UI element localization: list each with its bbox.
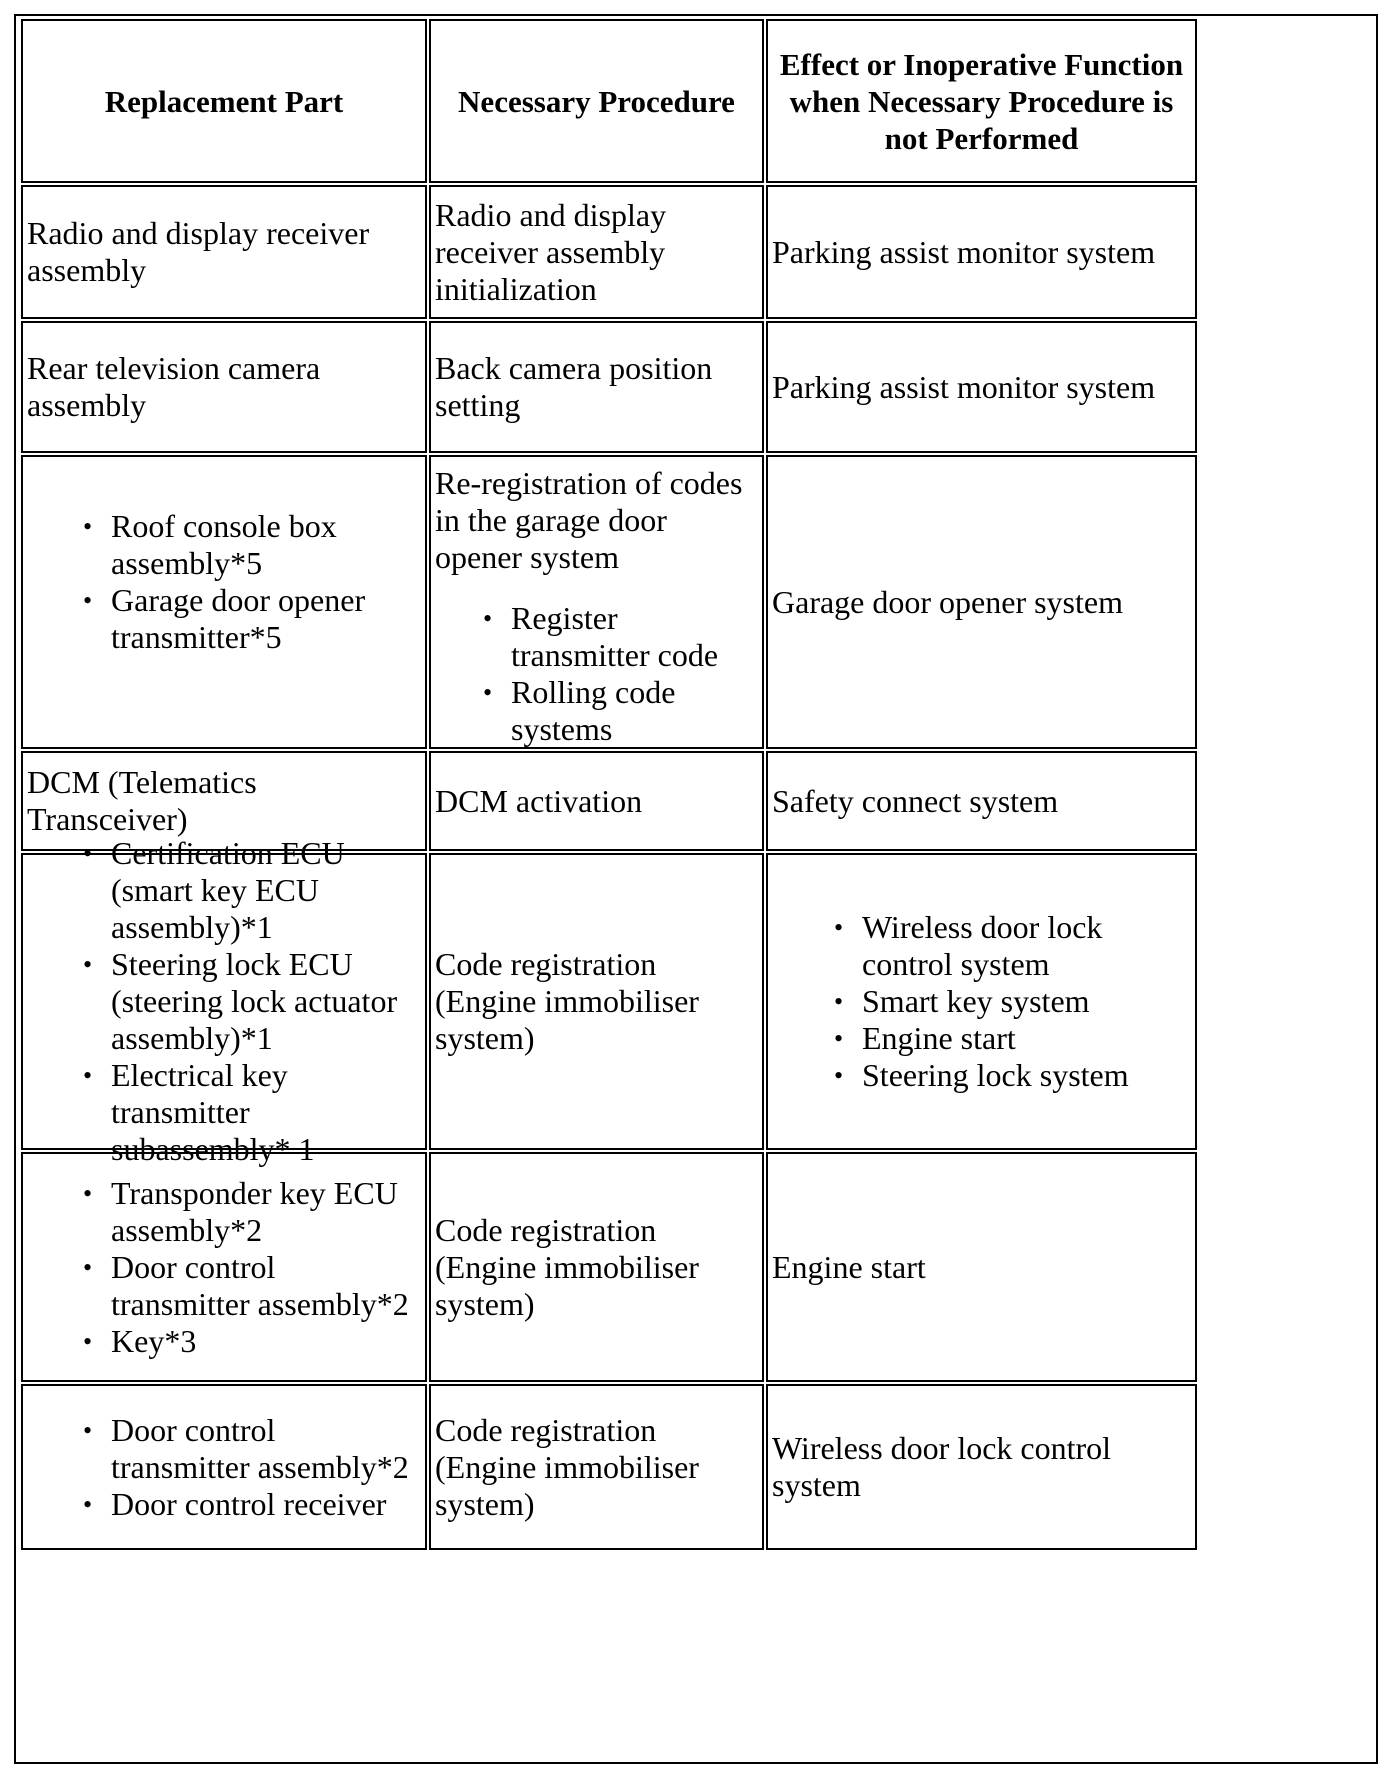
header-replacement-part [21,19,427,183]
cell-text: Back camera position setting [435,350,713,423]
header-effect [766,19,1197,183]
cell-text: Wireless door lock control system [772,1430,1112,1503]
table-cell-part [21,1152,427,1382]
table-cell-effect [766,751,1197,851]
header-necessary-procedure [429,19,764,183]
list-item: • Transponder key ECU assembly*2 [111,1175,421,1249]
table-cell-procedure [429,1384,764,1550]
cell-text: Re-registration of codes in the garage door opener system [435,464,743,575]
list-item: • Wireless door lock control system [862,909,1191,983]
list-item: • Key*3 [111,1323,421,1360]
list-item: • Certification ECU (smart key ECU assembly)*1 [111,835,421,946]
header-text: Effect or Inoperative Function when Necessary Procedure is not Performed [779,46,1184,156]
list-item: • Steering lock ECU (steering lock actuator assembly)*1 [111,946,421,1057]
bullet-list [27,508,421,656]
cell-text: Engine start [772,1248,926,1285]
bullet-list [27,835,421,1168]
table-cell-part [21,1384,427,1550]
cell-text: Radio and display receiver assembly [27,215,370,288]
table-cell-effect [766,1384,1197,1550]
table-cell-effect [766,455,1197,749]
cell-text: Code registration (Engine immobiliser system) [435,1411,699,1522]
cell-text: Radio and display receiver assembly initialization [435,196,667,307]
table-cell-effect [766,321,1197,453]
list-item: • Door control transmitter assembly*2 [111,1249,421,1323]
table-cell-procedure [429,751,764,851]
cell-text: Code registration (Engine immobiliser system) [435,946,699,1056]
bullet-list [27,1412,421,1523]
table-cell-effect [766,1152,1197,1382]
header-text: Necessary Procedure [458,83,735,119]
list-item: • Smart key system [862,983,1191,1020]
table-cell-effect [766,185,1197,319]
cell-text: Parking assist monitor system [772,368,1156,405]
cell-text: DCM (Telematics Transceiver) [27,764,257,837]
list-item: • Door control transmitter assembly*2 [111,1412,421,1486]
table-cell-procedure [429,853,764,1150]
table-cell-part [21,835,427,1167]
table-cell-part [21,455,427,749]
cell-text: Safety connect system [772,782,1059,819]
table-cell-part [21,185,427,319]
list-item: • Roof console box assembly*5 [111,508,421,582]
list-item: • Rolling code systems [511,674,758,748]
cell-text: DCM activation [435,782,643,819]
bullet-list [27,1175,421,1360]
list-item: • Register transmitter code [511,600,758,674]
list-item: • Door control receiver [111,1486,421,1523]
cell-text: Parking assist monitor system [772,233,1156,270]
list-item: • Steering lock system [862,1057,1191,1094]
table-cell-procedure [429,1152,764,1382]
cell-text: Rear television camera assembly [27,350,321,423]
list-item: • Garage door opener transmitter*5 [111,582,421,656]
table-cell-part [21,321,427,453]
cell-text: Garage door opener system [772,583,1123,620]
cell-text: Code registration (Engine immobiliser system) [435,1211,699,1322]
table-cell-effect [766,853,1197,1150]
list-item: • Electrical key transmitter subassembly* 1 [111,1057,421,1168]
list-item: • Engine start [862,1020,1191,1057]
table-cell-procedure [429,321,764,453]
bullet-list [772,909,1191,1094]
bullet-list [435,600,758,748]
header-text: Replacement Part [104,83,344,119]
table-cell-procedure [429,455,764,749]
table-cell-procedure [429,185,764,319]
